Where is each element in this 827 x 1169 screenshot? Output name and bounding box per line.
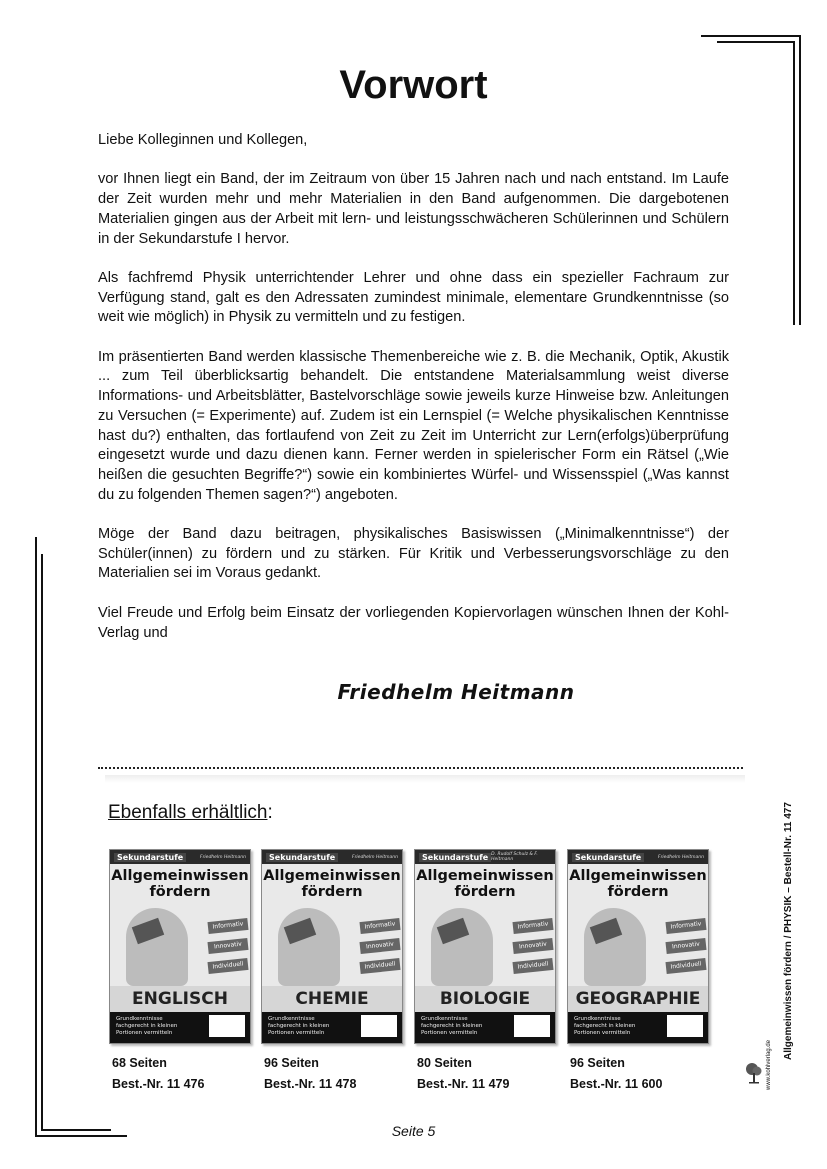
cover-header	[262, 850, 402, 864]
cover-tag: Individuell	[512, 958, 553, 974]
signature: Friedhelm Heitmann	[337, 680, 575, 704]
author-label: Friedhelm Heitmann	[657, 854, 704, 860]
series-label: Sekundarstufe	[266, 853, 338, 862]
cover-title	[110, 868, 250, 900]
series-label: Sekundarstufe	[114, 853, 186, 862]
tagline-text: Grundkenntnisse fachgerecht in kleinen Portionen vermitteln	[574, 1016, 636, 1036]
cover-tag: Innovativ	[359, 938, 400, 954]
book-cover[interactable]	[567, 849, 709, 1044]
cover-header	[568, 850, 708, 864]
order-number: Best.-Nr. 11 478	[264, 1077, 357, 1091]
cover-title	[568, 868, 708, 900]
cover-header	[110, 850, 250, 864]
cover-tag: Informativ	[359, 918, 400, 934]
book-cover[interactable]	[109, 849, 251, 1044]
tagline-text: Grundkenntnisse fachgerecht in kleinen Portionen vermitteln	[268, 1016, 330, 1036]
cover-subject: ENGLISCH	[110, 986, 250, 1012]
cover-subject: CHEMIE	[262, 986, 402, 1012]
series-label: Sekundarstufe	[572, 853, 644, 862]
order-number: Best.-Nr. 11 600	[570, 1077, 663, 1091]
book-info	[264, 1053, 356, 1095]
cover-tag: Innovativ	[207, 938, 248, 954]
cover-title-line: Allgemeinwissen	[111, 868, 249, 884]
publisher-logo-icon	[667, 1015, 703, 1037]
cover-title	[262, 868, 402, 900]
sidebar-product-info: Allgemeinwissen fördern / PHYSIK – Bestell-Nr. 11 477	[783, 802, 794, 1060]
series-label: Sekundarstufe	[419, 853, 491, 862]
page-count: 80 Seiten	[417, 1056, 472, 1070]
also-available-label: Ebenfalls erhältlich	[108, 802, 268, 823]
cover-title-line: fördern	[301, 884, 363, 900]
tagline-text: Grundkenntnisse fachgerecht in kleinen Portionen vermitteln	[116, 1016, 178, 1036]
book-info	[112, 1053, 204, 1095]
greeting: Liebe Kolleginnen und Kollegen,	[98, 132, 308, 148]
cover-title-line: Allgemeinwissen	[569, 868, 707, 884]
frame-line-left-inner	[41, 554, 43, 1131]
publisher-logo-icon	[361, 1015, 397, 1037]
cover-subject: GEOGRAPHIE	[568, 986, 708, 1012]
cover-tag: Individuell	[207, 958, 248, 974]
cover-tag: Informativ	[512, 918, 553, 934]
order-number: Best.-Nr. 11 476	[112, 1077, 205, 1091]
paragraph: vor Ihnen liegt ein Band, der im Zeitraum von über 15 Jahren nach und nach entstand. Im Laufe der Zeit wurden mehr und mehr Materialien in den Band aufgenommen. Die dargebotenen Materialien gingen aus der Arbeit mit lern- und leistungsschwächeren Schülerinnen und Schülern in der Sekundarstufe I hervor.	[98, 171, 729, 247]
heading-colon: :	[267, 802, 273, 823]
paragraph: Als fachfremd Physik unterrichtender Lehrer und ohne dass ein spezieller Fachraum zur Verfügung stand, galt es den Adressaten zumindest minimale, elementare Grundkenntnisse (so weit wie möglich) in Physik zu vermitteln und zu festigen.	[98, 269, 729, 326]
book-cover[interactable]	[261, 849, 403, 1044]
author-label: Friedhelm Heitmann	[199, 854, 246, 860]
tagline-text: Grundkenntnisse fachgerecht in kleinen Portionen vermitteln	[421, 1016, 483, 1036]
publisher-logo-icon	[209, 1015, 245, 1037]
cover-title-line: Allgemeinwissen	[416, 868, 554, 884]
cover-title-line: fördern	[454, 884, 516, 900]
cover-tag: Innovativ	[512, 938, 553, 954]
publisher-url[interactable]: www.kohlverlag.de	[766, 1039, 772, 1090]
cover-tag: Individuell	[665, 958, 706, 974]
page-count: 68 Seiten	[112, 1056, 167, 1070]
cover-title-line: Allgemeinwissen	[263, 868, 401, 884]
publisher-logo-icon	[514, 1015, 550, 1037]
cover-header	[415, 850, 555, 864]
page-count: 96 Seiten	[570, 1056, 625, 1070]
cover-tag: Individuell	[359, 958, 400, 974]
also-available-heading	[108, 802, 273, 824]
page-number: Seite 5	[391, 1123, 436, 1139]
frame-line-left-outer	[35, 537, 37, 1137]
book-cover[interactable]	[414, 849, 556, 1044]
cover-title	[415, 868, 555, 900]
paragraph: Viel Freude und Erfolg beim Einsatz der vorliegenden Kopiervorlagen wünschen Ihnen der Kohl-Verlag und	[98, 604, 729, 641]
book-info	[417, 1053, 509, 1095]
cover-tag: Innovativ	[665, 938, 706, 954]
paragraph: Möge der Band dazu beitragen, physikalisches Basiswissen („Minimalkenntnisse“) der Schüler(innen) zu fördern und zu stärken. Für Kritik und Verbesserungsvorschläge zu den Materialien sei im Voraus gedankt.	[98, 526, 729, 582]
author-label: Friedhelm Heitmann	[351, 854, 398, 860]
cover-tag: Informativ	[207, 918, 248, 934]
frame-line-top-inner	[717, 41, 794, 43]
cover-tag: Informativ	[665, 918, 706, 934]
cover-subject: BIOLOGIE	[415, 986, 555, 1012]
order-number: Best.-Nr. 11 479	[417, 1077, 510, 1091]
cover-title-line: fördern	[149, 884, 211, 900]
author-label: D. Rudolf Schulz & F. Heitmann	[491, 852, 538, 862]
dotted-divider	[98, 767, 743, 769]
divider-shadow	[105, 775, 745, 783]
book-info	[570, 1053, 662, 1095]
paragraph: Im präsentierten Band werden klassische Themenbereiche wie z. B. die Mechanik, Optik, Akustik ... zum Teil überblicksartig behandelt. Die entstandene Materialsammlung weist diverse Informations- und Arbeitsblätter, Bastelvorschläge sowie jeweils kurze Hinweise bzw. Anleitungen zu Versuchen (= Experimente) auf. Zudem ist ein Lernspiel (= Welche physikalischen Kenntnisse hast du?) enthalten, das fortlaufend von Zeit zu Zeit im Unterricht zur Lern(erfolgs)überprüfung eingesetzt wurde und dazu dienen kann. Ferner werden in spielerischer Form ein Rätsel („Wie heißen die gesuchten Begriffe?“) sowie ein kombiniertes Würfel- und Wissensspiel („Was kannst du zu folgenden Themen sagen?“) angeboten.	[98, 348, 729, 503]
page-count: 96 Seiten	[264, 1056, 319, 1070]
cover-title-line: fördern	[607, 884, 669, 900]
page-title: Vorwort	[339, 62, 488, 107]
kohl-verlag-tree-logo	[745, 1062, 763, 1084]
preface-text	[98, 131, 729, 663]
frame-line-top-outer	[701, 35, 801, 37]
